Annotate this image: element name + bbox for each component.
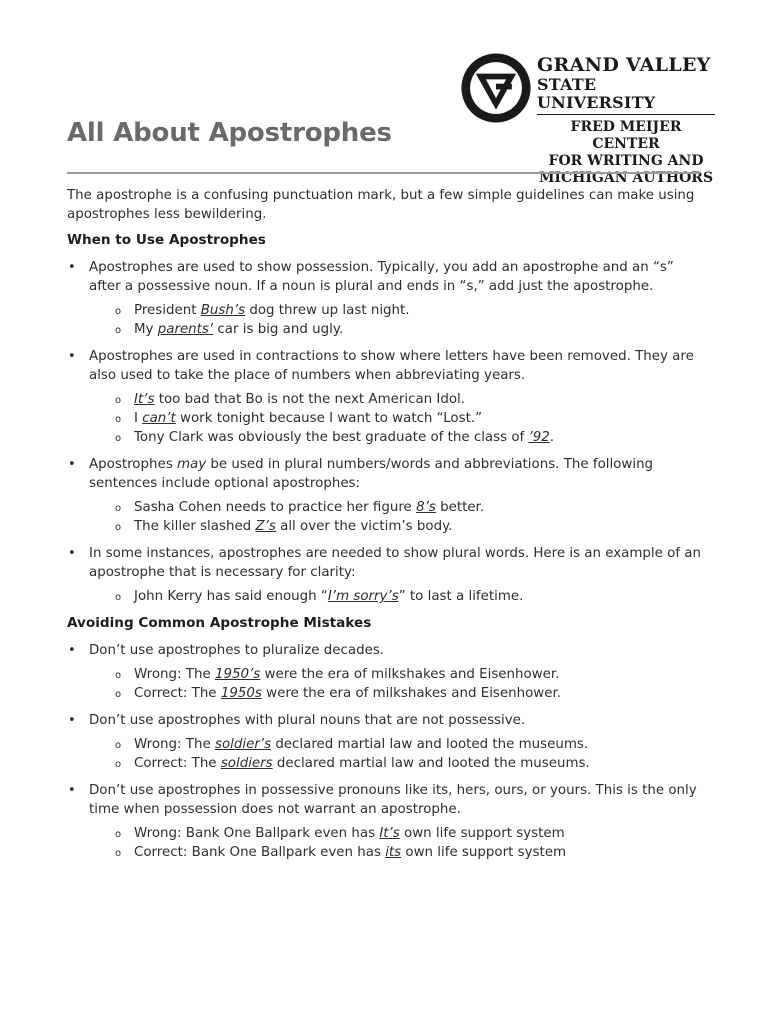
example-item <box>115 301 707 320</box>
circle-bullet-icon: o <box>115 522 122 533</box>
bullet-icon: • <box>68 783 76 798</box>
example-list <box>89 498 707 536</box>
text-run: Wrong: The <box>134 667 215 682</box>
logo-state-university: STATE UNIVERSITY <box>537 76 715 115</box>
text-run: Apostrophes are used to show possession. Typically, you add an apostrophe and an “s” after a possessive noun. If a noun is plural and ends in “s,” add just the apostrophe. <box>89 260 674 294</box>
text-run: were the era of milkshakes and Eisenhower. <box>260 667 560 682</box>
example-item <box>115 665 707 684</box>
text-run: dog threw up last night. <box>245 303 410 318</box>
text-run: My <box>134 322 158 337</box>
bullet-item <box>67 455 707 536</box>
text-run: own life support system <box>401 845 567 860</box>
emphasis-term: may <box>176 457 207 472</box>
circle-bullet-icon: o <box>115 414 122 425</box>
text-run: better. <box>435 500 485 515</box>
sections-container <box>67 231 707 862</box>
example-item <box>115 320 707 339</box>
bullet-text <box>89 349 694 383</box>
example-item <box>115 498 707 517</box>
example-item <box>115 824 707 843</box>
example-text <box>134 411 482 426</box>
text-run: Correct: The <box>134 756 221 771</box>
bullet-text <box>89 546 701 580</box>
text-run: Apostrophes are used in contractions to show where letters have been removed. They are also used to take the place of numbers when abbreviating years. <box>89 349 694 383</box>
example-text <box>134 589 523 604</box>
example-list <box>89 824 707 862</box>
text-run: I <box>134 411 143 426</box>
circle-bullet-icon: o <box>115 740 122 751</box>
logo-center-name: FRED MEIJER CENTER <box>570 119 682 152</box>
example-item <box>115 735 707 754</box>
text-run: Correct: Bank One Ballpark even has <box>134 845 386 860</box>
text-run: own life support system <box>399 826 565 841</box>
logo-grand-valley: GRAND VALLEY <box>537 54 711 76</box>
text-run: In some instances, apostrophes are needed to show plural words. Here is an example of an apostrophe that is necessary for clarity: <box>89 546 701 580</box>
circle-bullet-icon: o <box>115 306 122 317</box>
example-term: Z’s <box>255 519 276 534</box>
text-run: declared martial law and looted the museums. <box>272 756 590 771</box>
bullet-text <box>89 783 697 817</box>
logo-center-name-3: MICHIGAN AUTHORS <box>538 170 714 186</box>
circle-bullet-icon: o <box>115 689 122 700</box>
example-term: I’m sorry’s <box>327 589 399 604</box>
example-term: parents’ <box>157 322 214 337</box>
document-body <box>67 186 707 870</box>
logo-center-name-2: FOR WRITING AND <box>548 153 704 169</box>
bullet-list <box>67 641 707 862</box>
text-run: Don’t use apostrophes to pluralize decades. <box>89 643 385 658</box>
example-text <box>134 322 343 337</box>
text-run: Don’t use apostrophes with plural nouns that are not possessive. <box>89 713 526 728</box>
bullet-item <box>67 781 707 862</box>
example-term: 1950s <box>220 686 262 701</box>
bullet-icon: • <box>68 457 76 472</box>
bullet-text <box>89 260 674 294</box>
text-run: The killer slashed <box>134 519 256 534</box>
text-run: all over the victim’s body. <box>275 519 453 534</box>
example-term: It’s <box>379 826 400 841</box>
example-text <box>134 303 410 318</box>
bullet-item <box>67 544 707 606</box>
circle-bullet-icon: o <box>115 503 122 514</box>
bullet-item <box>67 641 707 703</box>
text-run: Apostrophes <box>89 457 177 472</box>
example-text <box>134 430 554 445</box>
bullet-text <box>89 713 525 728</box>
example-text <box>134 667 559 682</box>
text-run: . <box>549 430 555 445</box>
example-item <box>115 587 707 606</box>
circle-bullet-icon: o <box>115 759 122 770</box>
example-item <box>115 843 707 862</box>
example-list <box>89 587 707 606</box>
text-run: Correct: The <box>134 686 221 701</box>
example-item <box>115 517 707 536</box>
page-title: All About Apostrophes <box>67 118 392 148</box>
text-run: car is big and ugly. <box>213 322 344 337</box>
example-term: its <box>385 845 402 860</box>
bullet-text <box>89 457 653 491</box>
example-item <box>115 428 707 447</box>
example-item <box>115 409 707 428</box>
circle-bullet-icon: o <box>115 433 122 444</box>
text-run: be used in plural numbers/words and abbreviations. The following sentences include optional apostrophes: <box>89 457 654 491</box>
bullet-icon: • <box>68 713 76 728</box>
bullet-item <box>67 347 707 447</box>
example-term: 8’s <box>416 500 436 515</box>
text-run: Sasha Cohen needs to practice her figure <box>134 500 417 515</box>
circle-bullet-icon: o <box>115 395 122 406</box>
example-text <box>134 756 590 771</box>
bullet-icon: • <box>68 260 76 275</box>
text-run: declared martial law and looted the museums. <box>271 737 589 752</box>
text-run: President <box>134 303 201 318</box>
example-text <box>134 826 565 841</box>
example-list <box>89 735 707 773</box>
example-text <box>134 737 588 752</box>
text-run: work tonight because I want to watch “Lost.” <box>175 411 483 426</box>
document-header <box>0 0 768 186</box>
example-text <box>134 686 561 701</box>
example-term: soldier’s <box>214 737 272 752</box>
section-heading: When to Use Apostrophes <box>67 232 266 248</box>
example-list <box>89 665 707 703</box>
bullet-text <box>89 643 384 658</box>
intro-paragraph: The apostrophe is a confusing punctuation mark, but a few simple guidelines can make using apostrophes less bewildering. <box>67 188 695 222</box>
text-run: Wrong: Bank One Ballpark even has <box>134 826 380 841</box>
example-item <box>115 754 707 773</box>
text-run: too bad that Bo is not the next American Idol. <box>154 392 466 407</box>
bullet-item <box>67 711 707 773</box>
circle-bullet-icon: o <box>115 592 122 603</box>
bullet-icon: • <box>68 546 76 561</box>
section-heading: Avoiding Common Apostrophe Mistakes <box>67 615 372 631</box>
example-text <box>134 845 566 860</box>
bullet-item <box>67 258 707 339</box>
example-term: ’92 <box>528 430 550 445</box>
example-term: can’t <box>142 411 176 426</box>
example-list <box>89 301 707 339</box>
example-term: It’s <box>134 392 155 407</box>
circle-bullet-icon: o <box>115 848 122 859</box>
example-list <box>89 390 707 447</box>
text-run: John Kerry has said enough “ <box>134 589 328 604</box>
text-run: were the era of milkshakes and Eisenhower. <box>261 686 562 701</box>
institution-logo-text <box>537 54 715 187</box>
example-term: 1950’s <box>214 667 261 682</box>
circle-bullet-icon: o <box>115 325 122 336</box>
example-text <box>134 519 452 534</box>
header-divider <box>67 172 700 174</box>
bullet-icon: • <box>68 643 76 658</box>
bullet-list <box>67 258 707 606</box>
circle-bullet-icon: o <box>115 670 122 681</box>
text-run: Wrong: The <box>134 737 215 752</box>
gvsu-logo-icon <box>460 52 532 124</box>
circle-bullet-icon: o <box>115 829 122 840</box>
example-item <box>115 390 707 409</box>
example-item <box>115 684 707 703</box>
bullet-icon: • <box>68 349 76 364</box>
text-run: ” to last a lifetime. <box>398 589 524 604</box>
example-text <box>134 392 465 407</box>
text-run: Don’t use apostrophes in possessive pronouns like its, hers, ours, or yours. This is the only time when possession does not warrant an apostrophe. <box>89 783 697 817</box>
text-run: Tony Clark was obviously the best graduate of the class of <box>134 430 529 445</box>
example-term: Bush’s <box>200 303 246 318</box>
example-term: soldiers <box>220 756 273 771</box>
example-text <box>134 500 484 515</box>
